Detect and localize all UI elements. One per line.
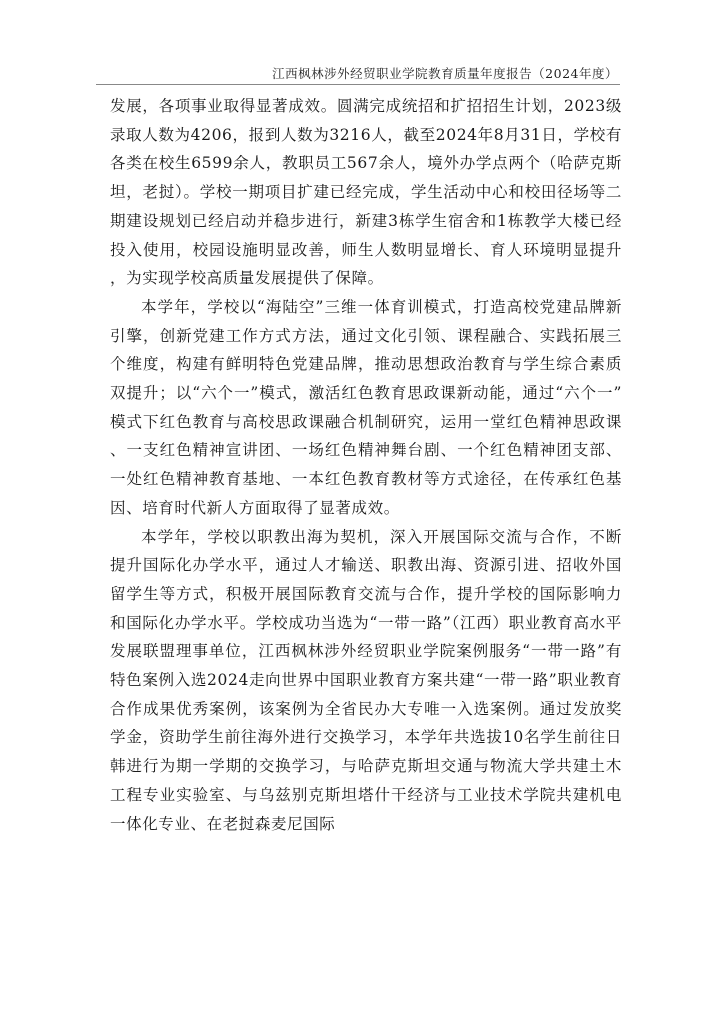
paragraph-enrollment-development: 发展，各项事业取得显著成效。圆满完成统招和扩招招生计划，2023级录取人数为4206，报到人数为3216人，截至2024年8月31日，学校有各类在校生6599余人，教职员工567余人，境外办学点两个（哈萨克斯坦，老挝）。学校一期项目扩建已经完成，学生活动中心和校田径场等二期建设规划已经启动并稳步进行，新建3栋学生宿舍和1栋教学大楼已经投入使用，校园设施明显改善，师生人数明显增长、育人环境明显提升，为实现学校高质量发展提供了保障。 bbox=[110, 97, 622, 288]
paragraph-party-building: 本学年，学校以“海陆空”三维一体育训模式，打造高校党建品牌新引擎，创新党建工作方式方法，通过文化引领、课程融合、实践拓展三个维度，构建有鲜明特色党建品牌，推动思想政治教育与学生综合素质双提升；以“六个一”模式，激活红色教育思政课新动能，通过“六个一”模式下红色教育与高校思政课融合机制研究，运用一堂红色精神思政课、一支红色精神宣讲团、一场红色精神舞台剧、一个红色精神团支部、一处红色精神教育基地、一本红色教育教材等方式途径，在传承红色基因、培育时代新人方面取得了显著成效。 bbox=[110, 297, 622, 517]
body-text bbox=[110, 92, 622, 838]
header-divider bbox=[96, 84, 620, 85]
paragraph-international-cooperation: 本学年，学校以职教出海为契机，深入开展国际交流与合作，不断提升国际化办学水平，通过人才输送、职教出海、资源引进、招收外国留学生等方式，积极开展国际教育交流与合作，提升学校的国际影响力和国际化办学水平。学校成功当选为“一带一路”（江西）职业教育高水平发展联盟理事单位，江西枫林涉外经贸职业学院案例服务“一带一路”有特色案例入选2024走向世界中国职业教育方案共建“一带一路”职业教育合作成果优秀案例，该案例为全省民办大专唯一入选案例。通过发放奖学金，资助学生前往海外进行交换学习，本学年共选拔10名学生前往日韩进行为期一学期的交换学习，与哈萨克斯坦交通与物流大学共建土木工程专业实验室、与乌兹别克斯坦塔什干经济与工业技术学院共建机电一体化专业、在老挝森麦尼国际 bbox=[110, 527, 622, 833]
running-header: 江西枫林涉外经贸职业学院教育质量年度报告（2024年度） bbox=[272, 66, 618, 81]
